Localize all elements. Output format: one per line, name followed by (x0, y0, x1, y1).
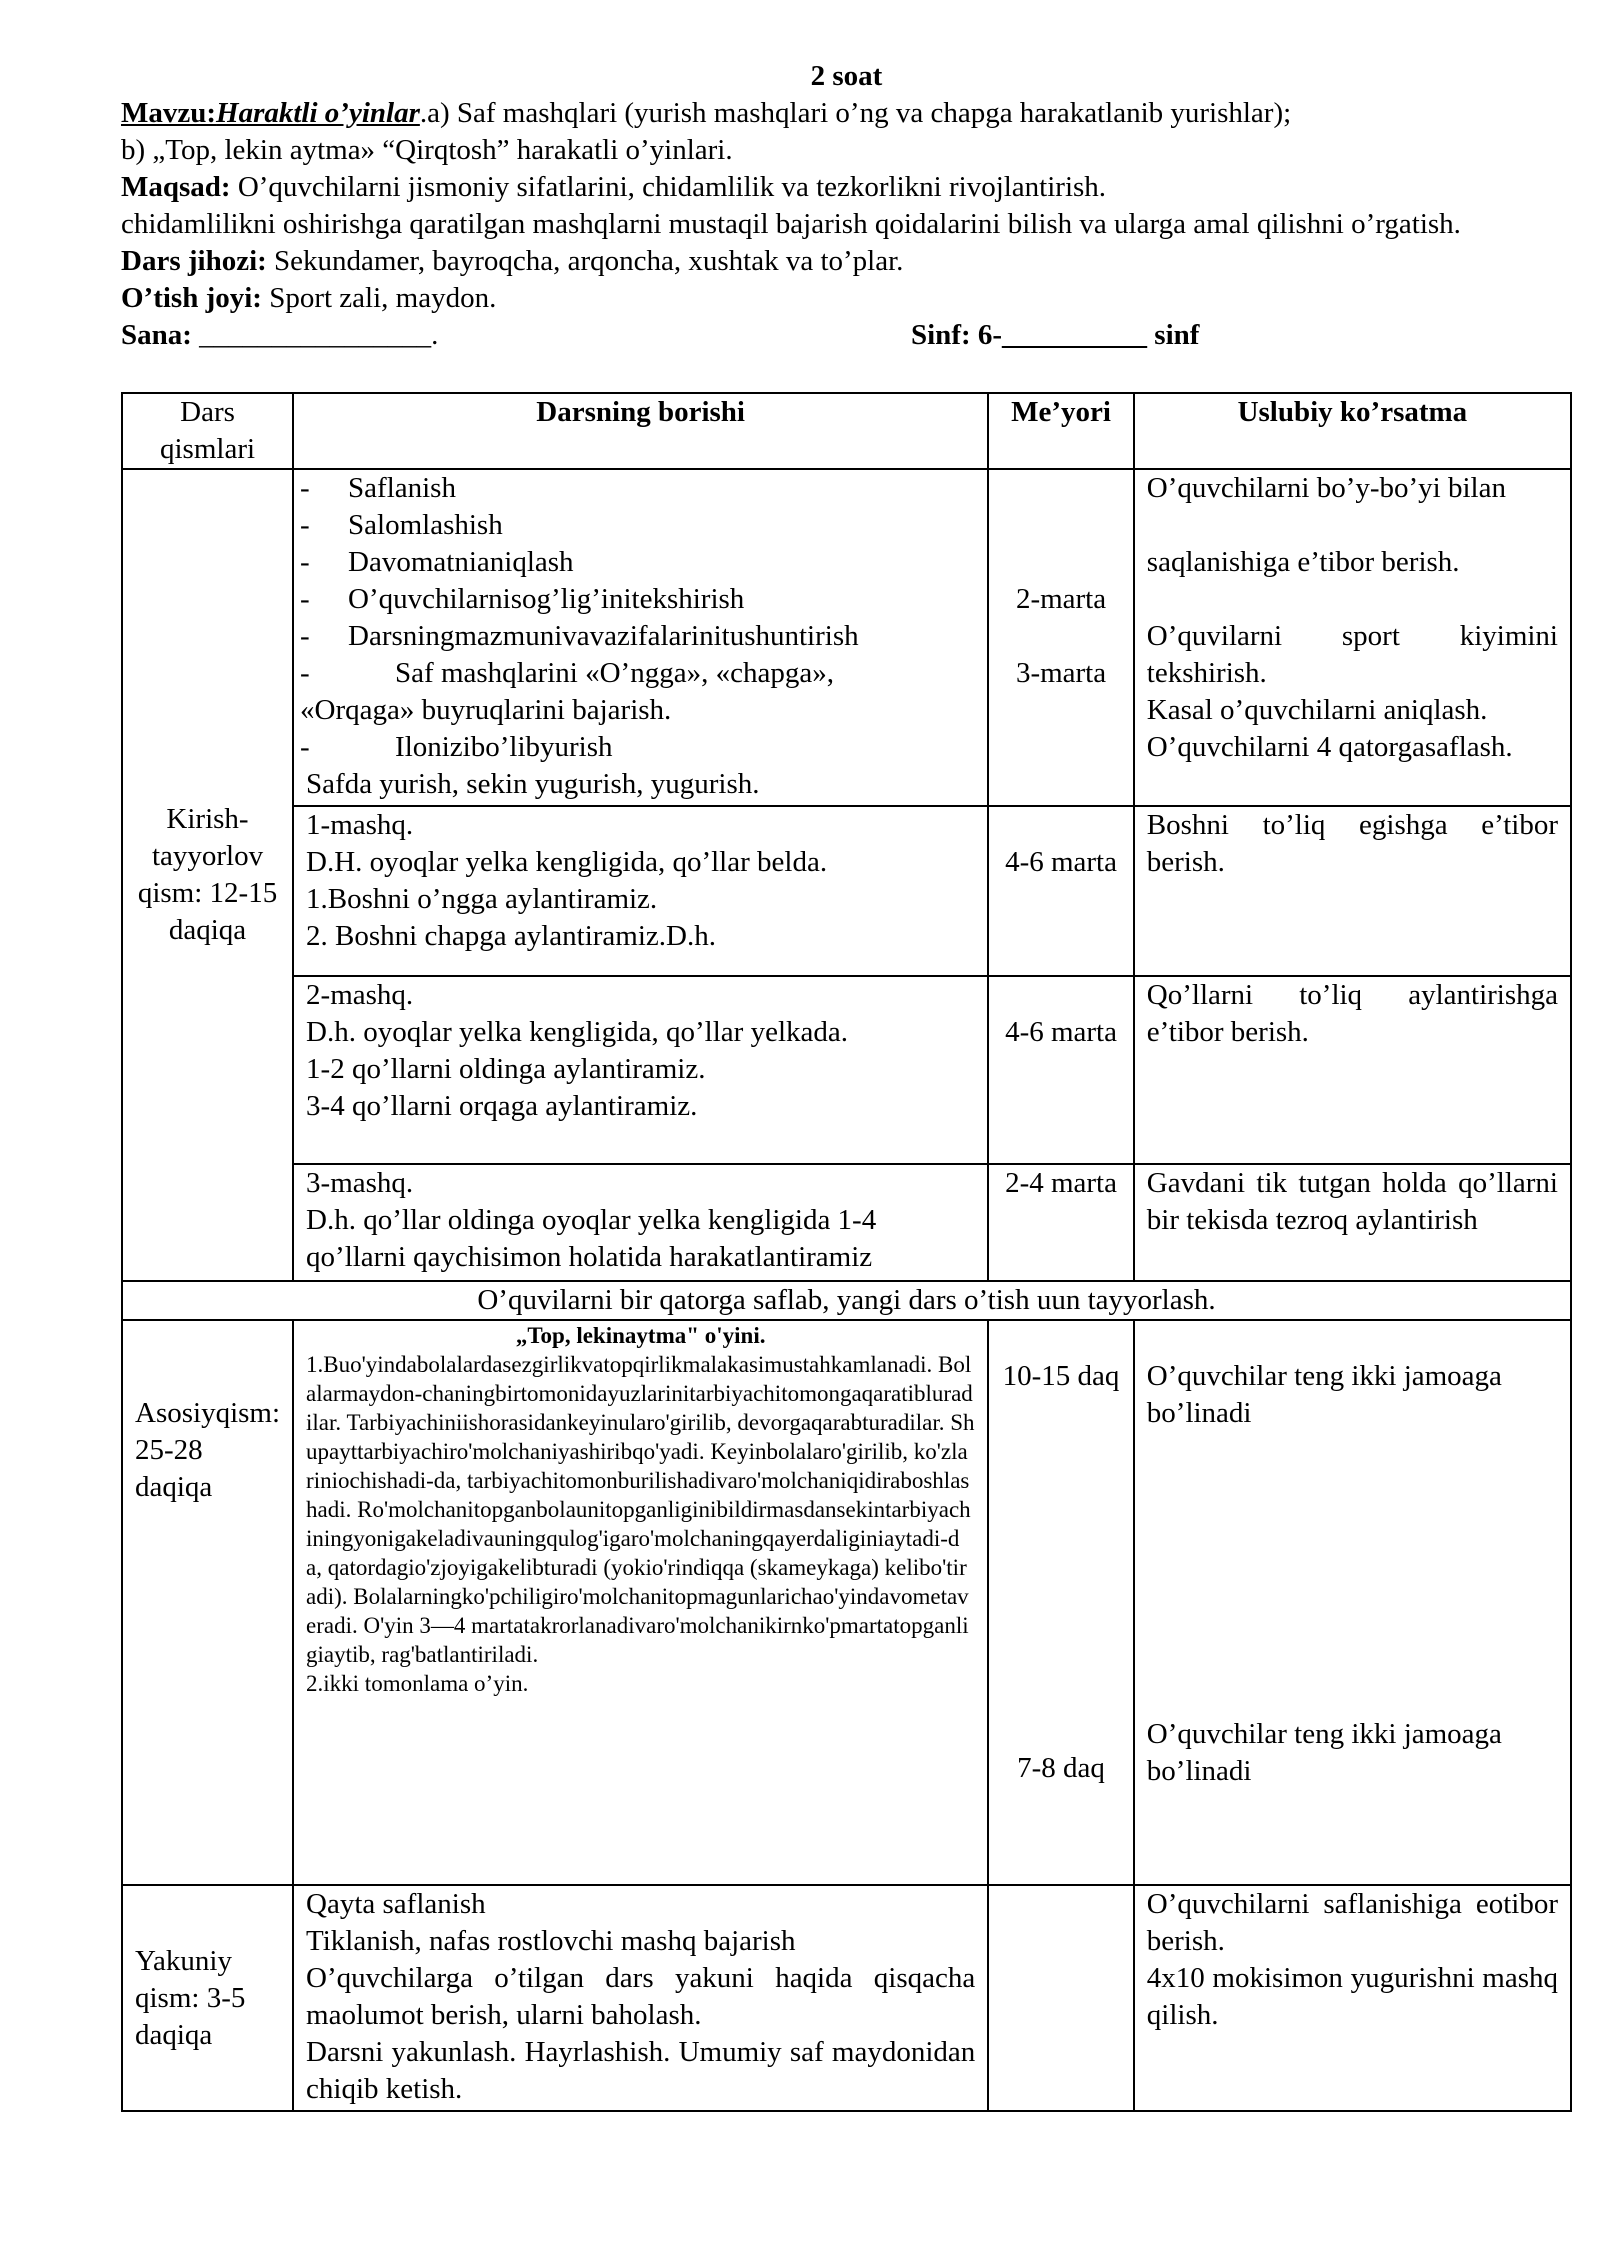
list-item-last: Safda yurish, sekin yugurish, yugurish. (306, 768, 760, 800)
exercise-1-note: Boshni to’liq egishga e’tibor berish. (1134, 806, 1571, 976)
exercise-2-course: 2-mashq. D.h. oyoqlar yelka kengligida, qo’llar yelkada. 1-2 qo’llarni oldinga aylantiramiz. 3-4 qo’llarni orqaga aylantiramiz. (293, 976, 988, 1164)
transition-text: O’quvilarni bir qatorga saflab, yangi dars o’tish uun tayyorlash. (122, 1281, 1571, 1320)
exercise-3-note: Gavdani tik tutgan holda qo’llarni bir tekisda tezroq aylantirish (1134, 1164, 1571, 1281)
intro-norm-cell (988, 469, 1134, 806)
header-norm: Me’yori (988, 393, 1134, 469)
header-parts: Dars qismlari (122, 393, 293, 469)
exercise-3-row (122, 1164, 1571, 1281)
topic-title: Haraktli o’yinlar (216, 97, 420, 129)
date-blank: ________________. (191, 319, 439, 351)
final-part-row (122, 1885, 1571, 2111)
intro-note-4: Kasal o’quvchilarni aniqlash. (1146, 694, 1488, 726)
list-item: - Davomatnianiqlash (300, 546, 574, 578)
final-course-cell: Qayta saflanish Tiklanish, nafas rostlovchi mashq bajarish O’quvchilarga o’tilgan dars yakuni haqida qisqacha maolumot berish, ularni baholash. Darsni yakunlash. Hayrlashish. Umumiy saf maydonidan chiqib ketish. (293, 1885, 988, 2111)
final-norm-cell (988, 1885, 1134, 2111)
date-field (121, 317, 438, 354)
goal-text: O’quvchilarni jismoniy sifatlarini, chidamlilik va tezkorlikni rivojlantirish. (230, 171, 1107, 203)
topic-line-2: b) „Top, lekin aytma» “Qirqtosh” harakatli o’yinlari. (121, 134, 733, 166)
header-course: Darsning borishi (293, 393, 988, 469)
intro-row-organisation (122, 469, 1571, 806)
intro-note-5: O’quvchilarni 4 qatorgasaflash. (1146, 731, 1513, 763)
exercise-1-course: 1-mashq. D.H. oyoqlar yelka kengligida, qo’llar belda. 1.Boshni o’ngga aylantiramiz. 2. Boshni chapga aylantiramiz.D.h. (293, 806, 988, 976)
intro-note-1: O’quvchilarni bo’y-bo’yi bilan (1146, 472, 1506, 504)
main-part-label: Asosiyqism: 25-28 daqiqa (122, 1320, 293, 1885)
exercise-2-norm: 4-6 marta (988, 976, 1134, 1164)
game-description: 1.Buo'yindabolalardasezgirlikvatopqirlikmalakasimustahkamlanadi. Bolalarmaydon-chaningbirtomonidayuzlarinitarbiyachitomongaqaratibluradilar. Tarbiyachiniishorasidankeyinularo'girilib, devorgaqarabturadilar. Shupayttarbiyachiro'molchaniyashiribqo'yadi. Keyinbolalaro'girilib, ko'zlariniochishadi-da, tarbiyachitomonburilishadivaro'molchaniqidiraboshlashadi. Ro'molchanitopganbolaunitopganliginibildirmasdansekintarbiyachiningyonigakeladivauningqulog'igaro'molchaningqayerdaliginiaytadi-da, qatordagio'zjoyigakelibturadi (yokio'rindiqqa (skameykaga) kelibo'tiradi). Bolalarningko'pchiligiro'molchanitopmagunlarichao'yindavometaveradi. O'yin 3—4 martatakrorlanadivaro'molchanikirnko'pmartatopganligiaytib, rag'batlantiriladi. (306, 1352, 975, 1667)
lesson-table (121, 392, 1572, 2112)
class-field: Sinf: 6-__________ sinf (911, 319, 1200, 351)
date-label: Sana: (121, 319, 192, 351)
intro-note-2: saqlanishiga e’tibor berish. (1146, 546, 1460, 578)
main-note-2: O’quvchilar teng ikki jamoaga bo’linadi (1146, 1718, 1502, 1787)
equipment-line (121, 243, 1572, 280)
exercise-1-norm: 4-6 marta (988, 806, 1134, 976)
venue-text: Sport zali, maydon. (261, 282, 497, 314)
header-guidance: Uslubiy ko’rsatma (1134, 393, 1571, 469)
intro-course-cell (293, 469, 988, 806)
final-part-label: Yakuniy qism: 3-5 daqiqa (122, 1885, 293, 2111)
exercise-3-course: 3-mashq. D.h. qo’llar oldinga oyoqlar yelka kengligida 1-4 qo’llarni qaychisimon holatida harakatlantiramiz (293, 1164, 988, 1281)
goal-line (121, 169, 1572, 206)
main-note-1: O’quvchilar teng ikki jamoaga bo’linadi (1146, 1360, 1502, 1429)
date-class-line (121, 317, 1572, 354)
final-note-cell: O’quvchilarni saflanishiga eotibor berish. 4x10 mokisimon yugurishni mashq qilish. (1134, 1885, 1571, 2111)
main-part-row (122, 1320, 1571, 1885)
page-title: 2 soat (810, 60, 883, 92)
main-course-cell (293, 1320, 988, 1885)
main-norm-2: 7-8 daq (1017, 1752, 1105, 1784)
list-item: - Saf mashqlarini «O’ngga», «chapga», (300, 657, 834, 689)
list-item: - Saflanish (300, 472, 456, 504)
exercise-2-note: Qo’llarni to’liq aylantirishga e’tibor berish. (1134, 976, 1571, 1164)
venue-label: O’tish joyi: (121, 282, 262, 314)
list-item: - Darsningmazmunivavazifalarinitushuntirish (300, 620, 859, 652)
equipment-text: Sekundamer, bayroqcha, arqoncha, xushtak va to’plar. (266, 245, 904, 277)
topic-line (121, 95, 1572, 132)
list-item-continued: «Orqaga» buyruqlarini bajarish. (300, 694, 672, 726)
goal-label: Maqsad: (121, 171, 231, 203)
intro-part-label: Kirish-tayyorlov qism: 12-15 daqiqa (122, 469, 293, 1281)
main-norm-cell (988, 1320, 1134, 1885)
main-note-cell (1134, 1320, 1571, 1885)
exercise-3-norm: 2-4 marta (988, 1164, 1134, 1281)
goal-extra: chidamlilikni oshirishga qaratilgan mashqlarni mustaqil bajarish qoidalarini bilish va ularga amal qilishni o’rgatish. (121, 208, 1461, 240)
intro-note-3: O’quvilarni sport kiyimini tekshirish. (1146, 620, 1558, 689)
list-item: - O’quvchilarnisog’lig’initekshirish (300, 583, 745, 615)
table-header-row (122, 393, 1571, 469)
intro-note-cell (1134, 469, 1571, 806)
main-norm-1: 10-15 daq (1002, 1360, 1120, 1392)
game-title: „Top, lekinaytma" o'yini. (515, 1323, 766, 1348)
lesson-header (121, 58, 1572, 354)
intro-norm-2: 3-marta (1015, 657, 1107, 689)
equipment-label: Dars jihozi: (121, 245, 267, 277)
topic-label: Mavzu: (121, 97, 217, 129)
venue-line (121, 280, 1572, 317)
intro-norm-1: 2-marta (1015, 583, 1107, 615)
game-last-line: 2.ikki tomonlama o’yin. (306, 1671, 529, 1696)
exercise-2-row (122, 976, 1571, 1164)
list-item: - Ilonizibo’libyurish (300, 731, 613, 763)
exercise-1-row (122, 806, 1571, 976)
transition-row (122, 1281, 1571, 1320)
topic-rest: .a) Saf mashqlari (yurish mashqlari o’ng va chapga harakatlanib yurishlar); (419, 97, 1292, 129)
list-item: - Salomlashish (300, 509, 503, 541)
